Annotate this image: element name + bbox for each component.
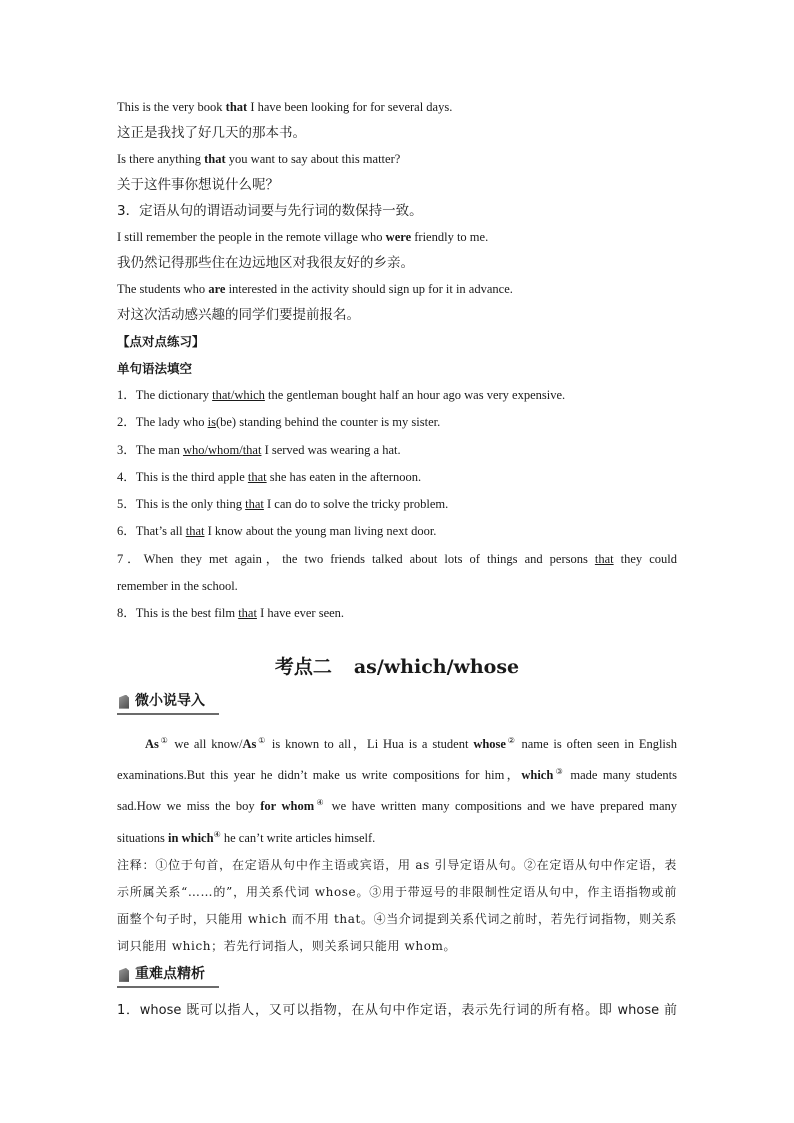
exercise-item: 2．The lady who is(be) standing behind the counter is my sister. [117,415,441,430]
example-zh-2: 关于这件事你想说什么呢？ [117,177,279,193]
document-page [117,94,677,1024]
exercise-item: 3．The man who/whom/that I served was wearing a hat. [117,442,401,457]
example-en-4: The students who are interested in the activity should sign up for it in advance. [117,282,513,296]
exercise-item: 7．When they met again，the two friends talked about lots of things and persons that they could [117,551,677,566]
rule-3: 3．定语从句的谓语动词要与先行词的数保持一致。 [117,203,423,219]
flag-icon [119,695,129,709]
exercise-item: 5．This is the only thing that I can do to solve the tricky problem. [117,497,449,512]
exercise-item: 1．The dictionary that/which the gentleman bought half an hour ago was very expensive. [117,388,566,402]
banner-key-points: 重难点精析 [117,964,219,988]
exercise-item: 4．This is the third apple that she has eaten in the afternoon. [117,469,422,484]
practice-subtitle: 单句语法填空 [117,361,193,376]
banner-story-intro: 微小说导入 [117,691,219,715]
flag-icon [119,968,129,982]
example-en-2: Is there anything that you want to say about this matter? [117,152,401,166]
exercise-item: 8．This is the best film that I have ever seen. [117,606,345,621]
example-zh-3: 我仍然记得那些住在边远地区对我很友好的乡亲。 [117,255,414,271]
annotation-note: 注释：①位于句首，在定语从句中作主语或宾语，用 as 引导定语从句。②在定语从句中作定语，表示所属关系“……的”，用关系代词 whose。③用于带逗号的非限制性定语从句中，作主语指物或前面整个句子时，只能用 which 而不用 that。④当介词提到关系代词之前时，若先行词指物，则关系词只能用 which；若先行词指人，则关系词只能用 whom。 [117,857,677,953]
example-zh-4: 对这次活动感兴趣的同学们要提前报名。 [117,307,360,323]
exercise-list [117,382,677,628]
story-paragraph: As① we all know/As① is known to all，Li Hua is a student whose② name is often seen in English examinations.But this year he didn’t make us write compositions for him，which③ made many students sad.How we miss the boy for whom④ we have written many compositions and we have prepared many situations in which④ he can’t write articles himself. [117,735,678,845]
practice-label: 【点对点练习】 [117,334,205,349]
example-zh-1: 这正是我找了好几天的那本书。 [117,125,306,141]
example-en-3: I still remember the people in the remote village who were friendly to me. [117,230,489,244]
example-en-1: This is the very book that I have been looking for for several days. [117,100,453,114]
exercise-item-continued: remember in the school. [117,579,238,594]
key-point-1: 1．whose 既可以指人，又可以指物，在从句中作定语，表示先行词的所有格。即 whose 前 [117,1002,677,1018]
exercise-item: 6．That’s all that I know about the young man living next door. [117,524,437,539]
section-title: 考点二 as/which/whose [274,655,520,678]
